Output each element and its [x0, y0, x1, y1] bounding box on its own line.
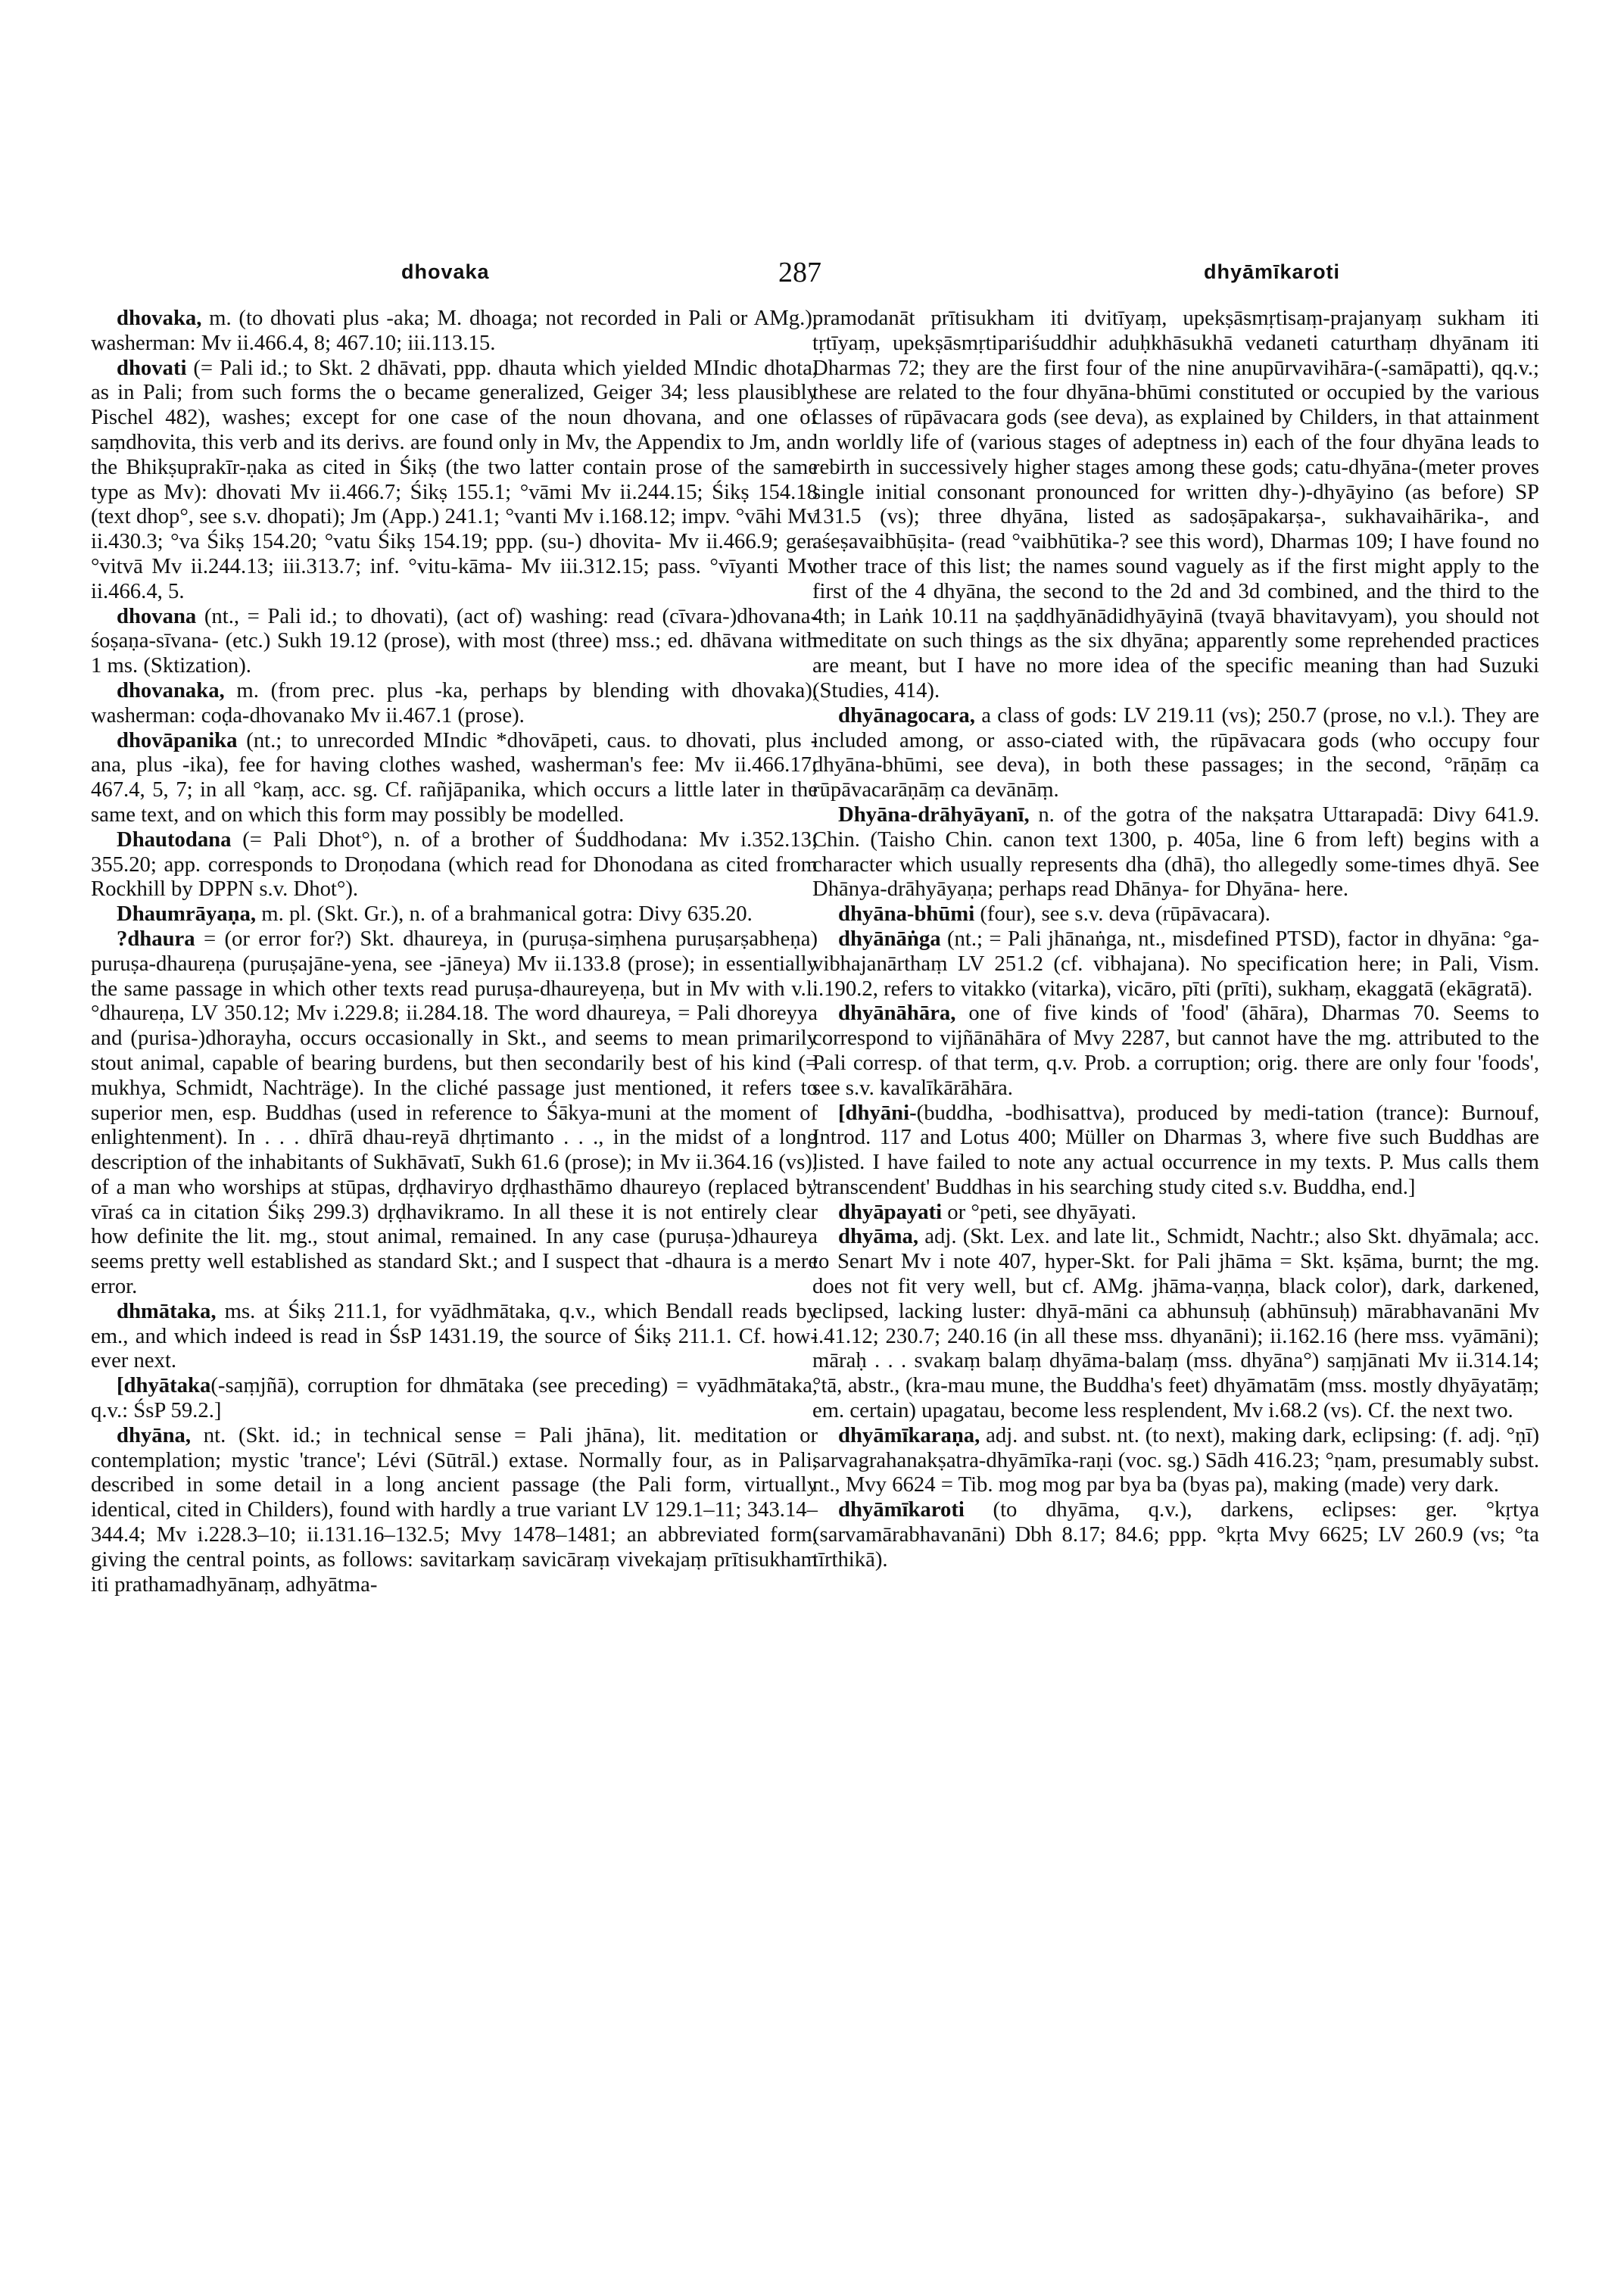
right-column [812, 306, 1539, 1572]
entry-dhovapanika [91, 728, 818, 827]
running-head [0, 256, 1624, 286]
entry-text: (nt.; = Pali jhānaṅga, nt., misdefined PTSD), factor in dhyāna: °ga-vibhajanārthaṃ LV 251.2 (cf. vibhajana). No specification here; in Pali, Vism. i.190.2, refers to vitakko (vitarka), vicāro, pīti (prīti), sukhaṃ, ekaggatā (ekāgratā). [812, 926, 1539, 1001]
entry-text: pramodanāt prītisukham iti dvitīyaṃ, upekṣāsmṛtisaṃ-prajanyaṃ sukham iti tṛtīyaṃ, upekṣāsmṛtipariśuddhir aduḥkhāsukhā vedaneti caturthaṃ dhyānam iti Dharmas 72; they are the first four of the nine anupūrvavihāra-(-samāpatti), qq.v.; these are related to the four dhyāna-bhūmi constituted or occupied by the various classes of rūpāvacara gods (see deva), as explained by Childers, in that attainment in worldly life of (various stages of adeptness in) each of the four dhyāna leads to rebirth in successively higher stages among these gods; catu-dhyāna-(meter proves single initial consonant pronounced for written dhy-)-dhyāyino (as before) SP 131.5 (vs); three dhyāna, listed as sadoṣāpakarṣa-, sukhavaihārika-, and aśeṣavaibhūṣita- (read °vaibhūtika-? see this word), Dharmas 109; I have found no other trace of this list; the names sound vaguely as if the first might apply to the first of the 4 dhyāna, the second to the 2d and 3d combined, and the third to the 4th; in Laṅk 10.11 na ṣaḍdhyānādidhyāyinā (tvayā bhavitavyam), you should not meditate on such things as the six dhyāna; apparently some reprehended practices are meant, but I have no more idea of the specific meaning than had Suzuki (Studies, 414). [812, 306, 1539, 703]
headword: dhyāna, [117, 1422, 192, 1447]
headword: Dhaumrāyaṇa, [117, 902, 257, 927]
headword: dhovaka, [117, 306, 202, 330]
entry-text: (nt.; to unrecorded MIndic *dhovāpeti, caus. to dhovati, plus -ana, plus -ika), fee for having clothes washed, washerman's fee: Mv ii.466.17; 467.4, 5, 7; in all °kaṃ, acc. sg. Cf. rañjāpanika, which occurs a little later in the same text, and on which this form may possibly be modelled. [91, 727, 818, 827]
entry-dhmataka [91, 1299, 818, 1373]
entry-dhyana-drahyayani [812, 802, 1539, 902]
entry-text: (to dhyāma, q.v.), darkens, eclipses: ger. °kṛtya (sarvamārabhavanāni) Dbh 8.17; 84.6; ppp. °kṛta Mvy 6625; LV 260.9 (vs; °ta tīrthikā). [812, 1497, 1539, 1572]
headword: dhyāna-bhūmi [838, 902, 975, 927]
page-number: 287 [778, 257, 821, 288]
entry-dhyana-continued [812, 306, 1539, 703]
entry-dhovaka [91, 306, 818, 356]
entry-text: (buddha, -bodhisattva), produced by medi-tation (trance): Burnouf, Introd. 117 and Lotus 400; Müller on Dharmas 3, where five such Buddhas are listed. I have failed to note any actual occurrence in my texts. P. Mus calls them 'transcendent' Buddhas in his searching study cited s.v. Buddha, end.] [812, 1100, 1539, 1199]
entry-dhyamikarana [812, 1423, 1539, 1497]
entry-text: or °peti, see dhyāyati. [942, 1199, 1136, 1224]
entry-dhyama [812, 1224, 1539, 1422]
entry-text: (four), see s.v. deva (rūpāvacara). [974, 902, 1270, 927]
headword: dhyāmīkaroti [838, 1497, 965, 1522]
entry-dhovanaka [91, 678, 818, 728]
entry-text: m. (from prec. plus -ka, perhaps by blending with dhovaka), washerman: coḍa-dhovanako Mv ii.467.1 (prose). [91, 678, 818, 727]
headword: dhyānāṅga [838, 926, 941, 951]
headword: dhyānagocara, [838, 703, 975, 727]
entry-dhyanahara [812, 1001, 1539, 1100]
entry-text: a class of gods: LV 219.11 (vs); 250.7 (prose, no v.l.). They are included among, or asso-ciated with, the rūpāvacara gods (who occupy four dhyāna-bhūmi, see deva), in both these passages; in the second, °rāṇāṃ ca rūpāvacarāṇāṃ ca devānāṃ. [812, 703, 1539, 802]
headword: Dhyāna-drāhyāyanī, [838, 802, 1030, 827]
entry-text: (= Pali id.; to Skt. 2 dhāvati, ppp. dhauta which yielded MIndic dhota, as in Pali; from such forms the o became generalized, Geiger 34; less plausibly Pischel 482), washes; except for one case of the noun dhovana, and one of saṃdhovita, this verb and its derivs. are found only in Mv, the Appendix to Jm, and the Bhikṣuprakīr-ṇaka as cited in Śikṣ (the two latter contain prose of the same type as Mv): dhovati Mv ii.466.7; Śikṣ 155.1; °vāmi Mv ii.244.15; Śikṣ 154.18 (text dhop°, see s.v. dhopati); Jm (App.) 241.1; °vanti Mv i.168.12; impv. °vāhi Mv ii.430.3; °va Śikṣ 154.20; °vatu Śikṣ 154.19; ppp. (su-) dhovita- Mv ii.466.9; ger. °vitvā Mv ii.244.13; iii.313.7; inf. °vitu-kāma- Mv iii.312.15; pass. °vīyanti Mv ii.466.4, 5. [91, 355, 818, 603]
entry-dhovati [91, 356, 818, 604]
entry-dhyana [91, 1423, 818, 1597]
entry-text: one of five kinds of 'food' (āhāra), Dharmas 70. Seems to correspond to vijñānāhāra of Mvy 2287, but cannot have the mg. attributed to the Pali corresp. of that term, q.v. Prob. a corruption; orig. there are only four 'foods', see s.v. kavalīkārāhāra. [812, 1001, 1539, 1100]
entry-dhautodana [91, 827, 818, 902]
headword: dhovanaka, [117, 678, 225, 703]
headword: dhyāpayati [838, 1199, 943, 1224]
headword: [dhyāni- [838, 1100, 917, 1125]
entry-text: m. pl. (Skt. Gr.), n. of a brahmanical gotra: Divy 635.20. [256, 902, 753, 927]
entry-text: (= Pali Dhot°), n. of a brother of Śuddhodana: Mv i.352.13; 355.20; app. corresponds to Droṇodana (which read for Dhonodana as cited from Rockhill by DPPN s.v. Dhot°). [91, 827, 818, 902]
entry-dhyana-bhumi [812, 902, 1539, 927]
entry-text: adj. and subst. nt. (to next), making dark, eclipsing: (f. adj. °ṇī) sarvagrahanakṣatra-dhyāmīka-raṇi (voc. sg.) Sādh 416.23; °ṇam, presumably subst. nt., Mvy 6624 = Tib. mog mog par bya ba (byas pa), making (made) very dark. [812, 1422, 1539, 1497]
entry-text: (-saṃjñā), corruption for dhmātaka (see preceding) = vyādhmātaka, q.v.: ŚsP 59.2.] [91, 1373, 818, 1423]
entry-dhyanagocara [812, 703, 1539, 802]
headword: dhyānāhāra, [838, 1001, 956, 1026]
entry-dhaumrayana [91, 902, 818, 927]
entry-text: (nt., = Pali id.; to dhovati), (act of) washing: read (cīvara-)dhovana-śoṣaṇa-sīvana- (etc.) Sukh 19.12 (prose), with most (three) mss.; ed. dhāvana with 1 ms. (Sktization). [91, 603, 818, 678]
entry-dhyani [812, 1101, 1539, 1200]
entry-dhyamikaroti [812, 1497, 1539, 1572]
headword: ?dhaura [117, 926, 195, 951]
headword: Dhautodana [117, 827, 232, 852]
entry-dhyapayati [812, 1200, 1539, 1225]
entry-dhaura [91, 927, 818, 1299]
left-guide-word: dhovaka [401, 260, 490, 283]
headword: dhovāpanika [117, 727, 238, 752]
headword: dhyāmīkaraṇa, [838, 1422, 980, 1447]
headword: dhovana [117, 603, 197, 628]
headword: dhyāma, [838, 1224, 919, 1249]
headword: dhmātaka, [117, 1298, 217, 1323]
headword: [dhyātaka [117, 1373, 211, 1398]
right-guide-word: dhyāmīkaroti [1204, 260, 1341, 283]
entry-dhovana [91, 604, 818, 678]
entry-text: m. (to dhovati plus -aka; M. dhoaga; not recorded in Pali or AMg.), washerman: Mv ii.466.4, 8; 467.10; iii.113.15. [91, 306, 818, 355]
entry-dhyananga [812, 927, 1539, 1001]
entry-text: ms. at Śikṣ 211.1, for vyādhmātaka, q.v., which Bendall reads by em., and which indeed is read in ŚsP 1431.19, the source of Śikṣ 211.1. Cf. how-ever next. [91, 1298, 818, 1373]
entry-text: n. of the gotra of the nakṣatra Uttarapadā: Divy 641.9. Chin. (Taisho Chin. canon text 1300, p. 405a, line 6 from left) begins with a character which usually represents dha (dhā), tho allegedly some-times dhyā. See Dhānya-drāhyāyaṇa; perhaps read Dhānya- for Dhyāna- here. [812, 802, 1539, 902]
entry-text: nt. (Skt. id.; in technical sense = Pali jhāna), lit. meditation or contemplation; mystic 'trance'; Lévi (Sūtrāl.) extase. Normally four, as in Pali, described in some detail in a long ancient passage (the Pali form, virtually identical, cited in Childers), found with hardly a true variant LV 129.1–11; 343.14–344.4; Mv i.228.3–10; ii.131.16–132.5; Mvy 1478–1481; an abbreviated form, giving the central points, as follows: savitarkaṃ savicāraṃ vivekajaṃ prītisukham iti prathamadhyānaṃ, adhyātma- [91, 1422, 818, 1597]
entry-text: = (or error for?) Skt. dhaureya, in (puruṣa-siṃhena puruṣarṣabheṇa) puruṣa-dhaureṇa (puruṣajāne-yena, see -jāneya) Mv ii.133.8 (prose); in essentially the same passage in which other texts read puruṣa-dhaureyeṇa, but in Mv with v.l. °dhaureṇa, LV 350.12; Mv i.229.8; ii.284.18. The word dhaureya, = Pali dhoreyya and (purisa-)dhorayha, occurs occasionally in Skt., and seems to mean primarily stout animal, capable of bearing burdens, but then secondarily best of his kind (= mukhya, Schmidt, Nachträge). In the cliché passage just mentioned, it refers to superior men, esp. Buddhas (used in reference to Śākya-muni at the moment of enlightenment). In . . . dhīrā dhau-reyā dhṛtimanto . . ., in the midst of a long description of the inhabitants of Sukhāvatī, Sukh 61.6 (prose); in Mv ii.364.16 (vs), of a man who worships at stūpas, dṛḍhaviryo dṛḍhasthāmo dhaureyo (replaced by vīraś ca in citation Śikṣ 299.3) dṛḍhavikramo. In all these it is not entirely clear how definite the lit. mg., stout animal, remained. In any case (puruṣa-)dhaureya seems pretty well established as standard Skt.; and I suspect that -dhaura is a mere error. [91, 926, 818, 1299]
left-column [91, 306, 818, 1597]
headword: dhovati [117, 355, 187, 380]
entry-text: adj. (Skt. Lex. and late lit., Schmidt, Nachtr.; also Skt. dhyāmala; acc. to Senart Mv i note 407, hyper-Skt. for Pali jhāma = Skt. kṣāma, burnt; the mg. does not fit very well, but cf. AMg. jhāma-vaṇṇa, black color), dark, darkened, eclipsed, lacking luster: dhyā-māni ca abhunsuḥ (abhūnsuḥ) mārabhavanāni Mv i.41.12; 230.7; 240.16 (in all these mss. dhyanāni); ii.162.16 (here mss. vyāmāni); māraḥ . . . svakaṃ balaṃ dhyāma-balaṃ (mss. dhyāna°) saṃjānati Mv ii.314.14; °tā, abstr., (kra-mau mune, the Buddha's feet) dhyāmatām (mss. mostly dhyāyatāṃ; em. certain) upagatau, become less resplendent, Mv i.68.2 (vs). Cf. the next two. [812, 1224, 1539, 1423]
entry-dhyataka [91, 1373, 818, 1423]
